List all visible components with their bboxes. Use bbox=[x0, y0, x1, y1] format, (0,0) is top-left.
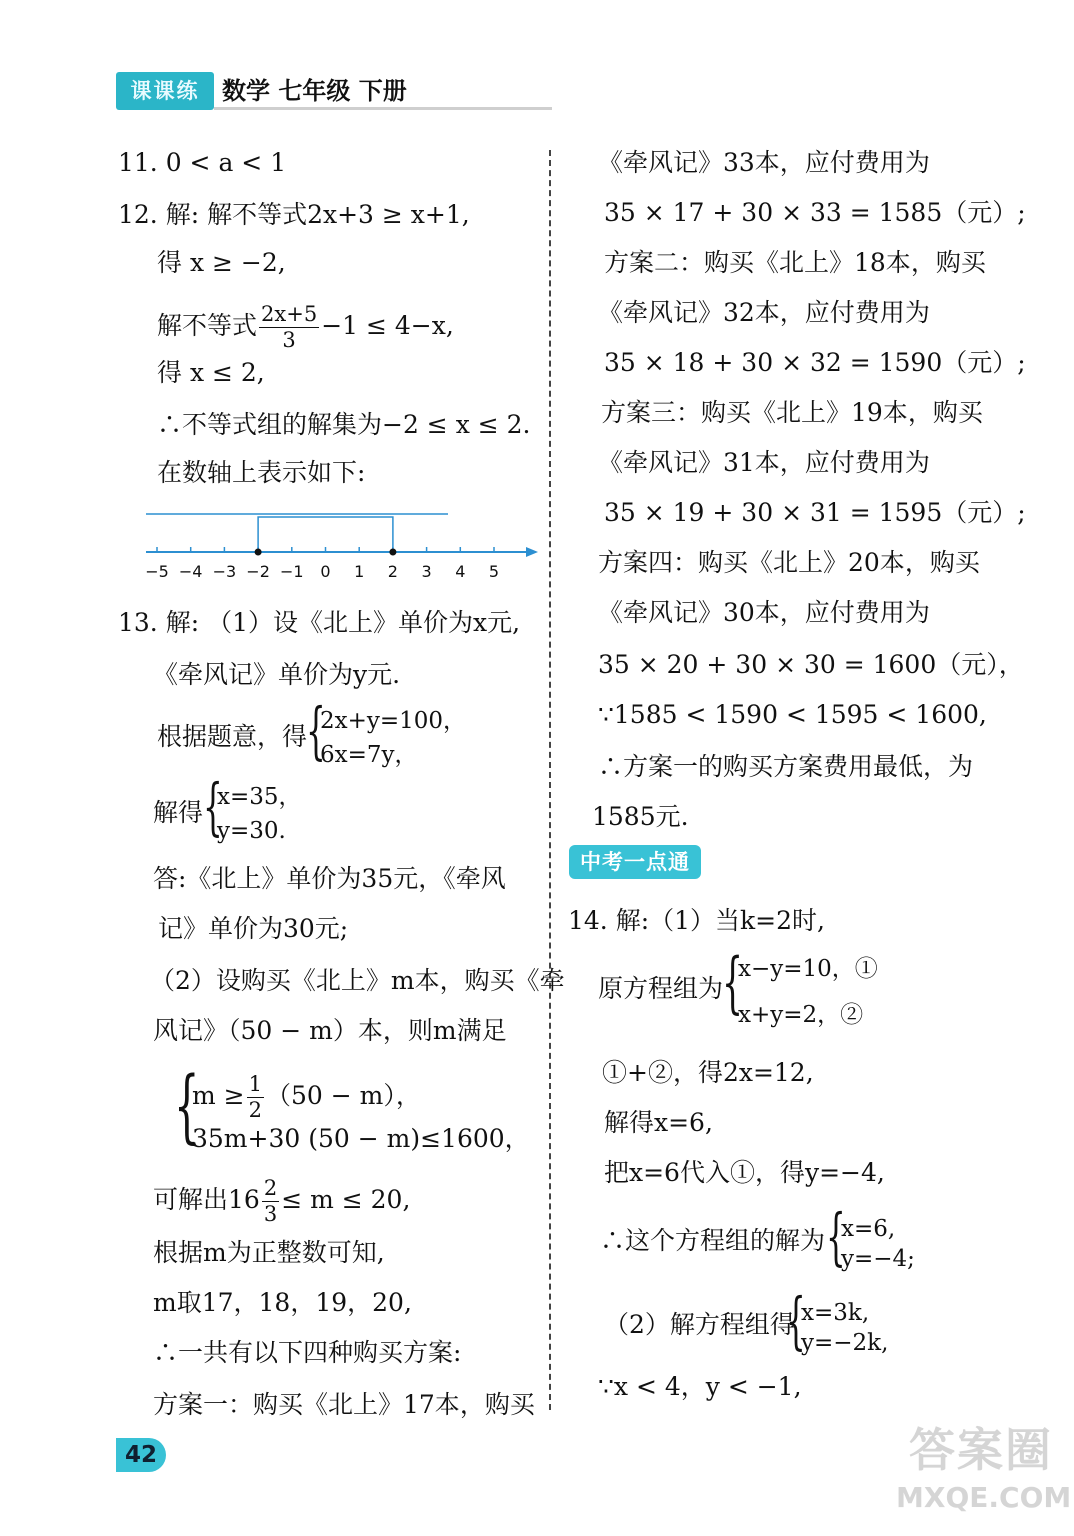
number-line-tick-label: 4 bbox=[455, 562, 466, 581]
q14-line: ①+②，得2x=12, bbox=[602, 1058, 814, 1087]
inequality: 35m+30 (50 − m)≤1600， bbox=[192, 1124, 530, 1153]
book-title: 数学 七年级 下册 bbox=[222, 77, 407, 105]
q13-line: 方案一：购买《北上》17本，购买 bbox=[153, 1390, 535, 1419]
equation: y=−2k, bbox=[801, 1330, 889, 1356]
number-line-tick-label: 5 bbox=[488, 562, 500, 581]
q13-line: 根据题意，得 bbox=[157, 722, 308, 751]
system-brace: { bbox=[786, 1284, 806, 1357]
plan-line: 35 × 19 + 30 × 31 = 1595（元）; bbox=[604, 498, 1026, 527]
watermark-text: 答案圈 bbox=[909, 1423, 1053, 1477]
q12-text: 解不等式 bbox=[157, 311, 258, 340]
plan-line: 《牵风记》30本，应付费用为 bbox=[598, 598, 930, 627]
q13-line: 答:《北上》单价为35元，《牵风 bbox=[153, 864, 506, 893]
q14-line: （2）解方程组得 bbox=[604, 1310, 795, 1339]
equation: x=3k, bbox=[801, 1300, 870, 1326]
q14-line: 解得x=6, bbox=[604, 1108, 713, 1137]
q13-line: （2）设购买《北上》m本，购买《牵 bbox=[150, 966, 565, 995]
solution-bracket bbox=[258, 517, 393, 552]
plan-line: 方案四：购买《北上》20本，购买 bbox=[598, 548, 980, 577]
number-line-tick-label: 3 bbox=[421, 562, 432, 581]
system-brace: { bbox=[203, 770, 223, 843]
section-tag: 中考一点通 bbox=[569, 845, 701, 879]
watermark bbox=[896, 1420, 1072, 1530]
q12-line: 在数轴上表示如下: bbox=[157, 458, 366, 487]
fraction-numerator: 2 bbox=[263, 1176, 278, 1200]
q13-text: 可解出16 bbox=[153, 1185, 260, 1214]
inequality bbox=[192, 1074, 421, 1121]
number-line-tick-label: 2 bbox=[387, 562, 398, 581]
q13-line: 解得 bbox=[153, 798, 204, 827]
equation: x+y=2，② bbox=[738, 1002, 864, 1028]
q13-line: 《牵风记》单价为y元. bbox=[153, 660, 401, 689]
plan-line: 《牵风记》31本，应付费用为 bbox=[598, 448, 930, 477]
q13-line: 13. 解: （1）设《北上》单价为x元, bbox=[118, 608, 521, 637]
solution-endpoint bbox=[389, 549, 396, 556]
q13-line bbox=[153, 1178, 410, 1225]
equation: y=−4; bbox=[841, 1246, 915, 1272]
number-line bbox=[140, 505, 545, 585]
page-header bbox=[116, 72, 446, 112]
q11-answer: 11. 0 < a < 1 bbox=[118, 148, 287, 177]
equation: 2x+y=100， bbox=[320, 708, 467, 734]
column-divider bbox=[549, 150, 551, 1410]
equation: 6x=7y， bbox=[320, 742, 418, 768]
number-line-tick-label: −1 bbox=[280, 562, 304, 581]
inequality-text: m ≥ bbox=[192, 1081, 245, 1110]
q12-line: ∴不等式组的解集为−2 ≤ x ≤ 2. bbox=[157, 410, 531, 439]
fraction bbox=[259, 304, 319, 351]
system-brace: { bbox=[722, 944, 743, 1021]
system-brace: { bbox=[174, 1059, 200, 1152]
number-line-tick-label: −4 bbox=[178, 562, 203, 581]
q12-line: 12. 解: 解不等式2x+3 ≥ x+1, bbox=[118, 200, 470, 229]
q14-line: 原方程组为 bbox=[598, 974, 724, 1003]
equation: x−y=10，① bbox=[738, 956, 878, 982]
plan-line: 《牵风记》32本，应付费用为 bbox=[598, 298, 930, 327]
q13-line: 风记》（50 − m）本，则m满足 bbox=[153, 1016, 507, 1045]
q12-line bbox=[157, 304, 454, 351]
plan-line: 方案三：购买《北上》19本，购买 bbox=[601, 398, 983, 427]
q13-line: 记》单价为30元; bbox=[158, 914, 349, 943]
fraction-denominator: 3 bbox=[263, 1202, 278, 1226]
fraction-numerator: 2x+5 bbox=[261, 302, 318, 326]
fraction bbox=[247, 1074, 264, 1121]
number-line-tick-label: 1 bbox=[354, 562, 365, 581]
plan-line: ∴方案一的购买方案费用最低，为 bbox=[598, 752, 974, 781]
number-line-tick-label: −3 bbox=[212, 562, 237, 581]
q14-line: ∵x < 4，y < −1, bbox=[598, 1372, 802, 1401]
plan-line: 35 × 18 + 30 × 32 = 1590（元）; bbox=[604, 348, 1026, 377]
fraction bbox=[262, 1178, 279, 1225]
number-line-tick-label: 0 bbox=[320, 562, 331, 581]
plan-line: ∵1585 < 1590 < 1595 < 1600, bbox=[598, 700, 987, 729]
equation: x=35， bbox=[217, 784, 302, 810]
solution-endpoint bbox=[255, 549, 262, 556]
q13-line: 根据m为正整数可知, bbox=[153, 1238, 385, 1267]
q13-text: ≤ m ≤ 20, bbox=[281, 1185, 411, 1214]
system-brace: { bbox=[826, 1200, 846, 1273]
number-line-tick-label: −5 bbox=[145, 562, 169, 581]
q12-text: −1 ≤ 4−x, bbox=[321, 311, 454, 340]
fraction-denominator: 3 bbox=[282, 328, 296, 352]
plan-line: 35 × 20 + 30 × 30 = 1600（元）， bbox=[598, 650, 1024, 679]
plan-line: 方案二：购买《北上》18本，购买 bbox=[604, 248, 986, 277]
plan-line: 35 × 17 + 30 × 33 = 1585（元）; bbox=[604, 198, 1026, 227]
number-line-arrow bbox=[526, 547, 538, 557]
fraction-denominator: 2 bbox=[248, 1098, 262, 1122]
equation: x=6, bbox=[841, 1216, 896, 1242]
q14-line: ∴这个方程组的解为 bbox=[600, 1226, 826, 1255]
inequality-text: （50 − m）， bbox=[265, 1081, 421, 1110]
page-number: 42 bbox=[116, 1438, 166, 1472]
plan-line: 《牵风记》33本，应付费用为 bbox=[598, 148, 930, 177]
q14-line: 14. 解:（1）当k=2时, bbox=[568, 906, 825, 935]
q14-line: 把x=6代入①，得y=−4, bbox=[604, 1158, 885, 1187]
q13-line: m取17，18，19，20, bbox=[153, 1288, 412, 1317]
fraction-numerator: 1 bbox=[248, 1072, 262, 1096]
number-line-tick-label: −2 bbox=[246, 562, 270, 581]
q13-line: ∴一共有以下四种购买方案: bbox=[153, 1338, 462, 1367]
q12-line: 得 x ≥ −2, bbox=[157, 248, 286, 277]
plan-line: 1585元. bbox=[592, 802, 689, 831]
watermark-url: MXQE.COM bbox=[896, 1481, 1072, 1514]
series-badge: 课课练 bbox=[116, 72, 214, 110]
system-brace: { bbox=[306, 694, 326, 767]
equation: y=30. bbox=[217, 818, 286, 844]
q12-line: 得 x ≤ 2, bbox=[157, 358, 265, 387]
